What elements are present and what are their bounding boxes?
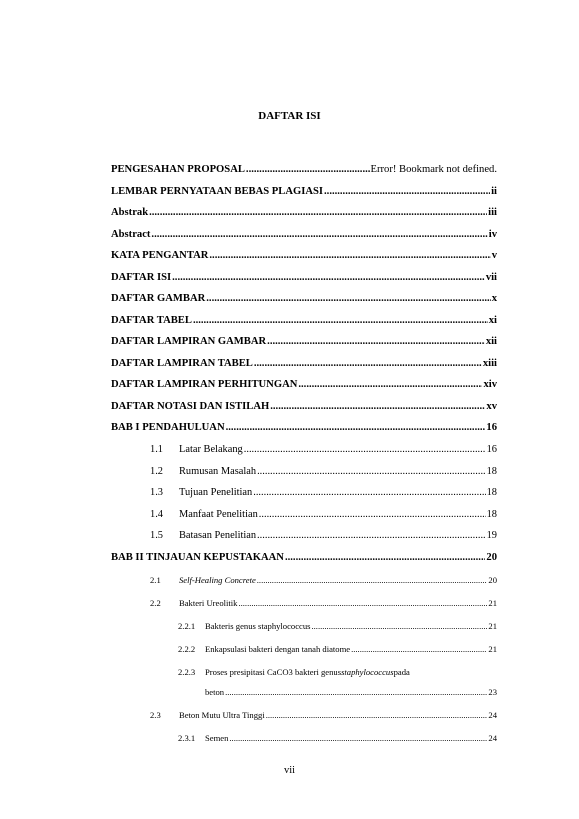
dot-leader	[206, 293, 490, 304]
toc-entry-title-italic: staphylococcus	[341, 667, 394, 677]
toc-entry-daftar-lampiran-gambar[interactable]	[111, 336, 497, 347]
toc-entry-number: 1.5	[150, 530, 163, 541]
page-number: vii	[283, 765, 296, 776]
toc-entry-title: DAFTAR LAMPIRAN GAMBAR	[111, 336, 267, 347]
toc-entry-number: 2.2.1	[178, 621, 196, 631]
toc-entry-page: 24	[488, 710, 497, 720]
toc-entry-title: Beton Mutu Ultra Tinggi	[179, 710, 265, 720]
dot-leader	[172, 272, 485, 283]
dot-leader	[151, 229, 487, 240]
toc-entry-title: DAFTAR LAMPIRAN TABEL	[111, 358, 253, 369]
toc-entry-bab-1[interactable]	[111, 422, 497, 433]
toc-entry-number: 2.1	[150, 575, 161, 585]
dot-leader	[225, 687, 487, 697]
toc-entry-page: x	[491, 293, 497, 304]
toc-entry-title: Batasan Penelitian	[179, 530, 257, 541]
dot-leader	[270, 401, 485, 412]
toc-entry-page: 18	[486, 487, 497, 498]
dot-leader	[226, 422, 486, 433]
toc-entry-number: 1.4	[150, 509, 163, 520]
dot-leader	[285, 552, 485, 563]
dot-leader	[244, 444, 486, 455]
toc-entry-number: 1.1	[150, 444, 163, 455]
toc-entry-title: DAFTAR NOTASI DAN ISTILAH	[111, 401, 270, 412]
toc-entry-title: Rumusan Masalah	[179, 466, 257, 477]
toc-entry-daftar-gambar[interactable]	[111, 293, 497, 304]
toc-entry-title: PENGESAHAN PROPOSAL	[111, 164, 245, 175]
toc-entry-number: 2.2	[150, 598, 161, 608]
dot-leader	[229, 733, 487, 743]
dot-leader	[312, 621, 488, 631]
toc-entry-title: KATA PENGANTAR	[111, 250, 209, 261]
dot-leader	[324, 186, 490, 197]
toc-entry-page: 16	[486, 444, 497, 455]
toc-entry-page: 19	[486, 530, 497, 541]
toc-entry-page: 21	[488, 644, 497, 654]
toc-entry-title: Self-Healing Concrete	[179, 575, 256, 585]
toc-entry-daftar-lampiran-perhitungan[interactable]	[111, 379, 497, 390]
toc-entry-pengesahan[interactable]	[111, 164, 497, 175]
toc-entry-2-2-3[interactable]	[178, 667, 497, 677]
dot-leader	[259, 509, 486, 520]
toc-entry-title: Semen	[205, 733, 229, 743]
dot-leader	[254, 358, 482, 369]
toc-entry-daftar-notasi[interactable]	[111, 401, 497, 412]
toc-entry-daftar-isi[interactable]	[111, 272, 497, 283]
toc-entry-bab-2[interactable]	[111, 552, 497, 563]
toc-entry-lembar-pernyataan[interactable]	[111, 186, 497, 197]
toc-entry-2-2-3-continued[interactable]	[205, 687, 497, 697]
dot-leader	[267, 336, 485, 347]
dot-leader	[253, 487, 485, 498]
toc-entry-title: Bakteris genus staphylococcus	[205, 621, 311, 631]
toc-entry-number: 2.2.2	[178, 644, 196, 654]
toc-entry-title: beton	[205, 687, 225, 697]
toc-entry-number: 2.3.1	[178, 733, 196, 743]
toc-entry-page: 20	[488, 575, 497, 585]
toc-entry-page: xv	[486, 401, 497, 412]
toc-entry-page: v	[491, 250, 497, 261]
toc-entry-2-3-1[interactable]	[178, 733, 497, 743]
toc-entry-2-3[interactable]	[150, 710, 497, 720]
toc-entry-title: Manfaat Penelitian	[179, 509, 258, 520]
toc-entry-2-2-1[interactable]	[178, 621, 497, 631]
toc-entry-title: Abstrak	[111, 207, 149, 218]
toc-entry-2-2[interactable]	[150, 598, 497, 608]
toc-entry-page: ii	[491, 186, 497, 197]
dot-leader	[298, 379, 482, 390]
dot-leader	[266, 710, 488, 720]
toc-entry-1-5[interactable]	[150, 530, 497, 541]
toc-entry-title: DAFTAR GAMBAR	[111, 293, 206, 304]
dot-leader	[257, 575, 488, 585]
toc-entry-1-3[interactable]	[150, 487, 497, 498]
toc-entry-page: xiv	[483, 379, 497, 390]
toc-entry-title-part: Proses presipitasi CaCO3 bakteri genus	[205, 667, 342, 677]
toc-entry-title: Latar Belakang	[179, 444, 243, 455]
toc-entry-page: iii	[488, 207, 497, 218]
toc-entry-title: Abstract	[111, 229, 151, 240]
toc-entry-daftar-tabel[interactable]	[111, 315, 497, 326]
toc-entry-title: BAB II TINJAUAN KEPUSTAKAAN	[111, 552, 284, 563]
toc-entry-page: 23	[488, 687, 497, 697]
toc-entry-page: 18	[486, 509, 497, 520]
toc-heading: DAFTAR ISI	[258, 110, 321, 122]
toc-entry-page: 21	[488, 598, 497, 608]
toc-entry-number: 2.3	[150, 710, 161, 720]
toc-entry-kata-pengantar[interactable]	[111, 250, 497, 261]
dot-leader	[193, 315, 488, 326]
toc-entry-page: 24	[488, 733, 497, 743]
toc-entry-abstrak[interactable]	[111, 207, 497, 218]
dot-leader	[257, 530, 486, 541]
toc-entry-page: 21	[488, 621, 497, 631]
dot-leader	[351, 644, 487, 654]
toc-entry-2-2-2[interactable]	[178, 644, 497, 654]
toc-entry-daftar-lampiran-tabel[interactable]	[111, 358, 497, 369]
toc-entry-page: 16	[486, 422, 497, 433]
toc-entry-1-1[interactable]	[150, 444, 497, 455]
toc-entry-abstract[interactable]	[111, 229, 497, 240]
toc-entry-1-4[interactable]	[150, 509, 497, 520]
dot-leader	[246, 164, 370, 175]
toc-entry-title-part: pada	[393, 667, 410, 677]
toc-entry-title: DAFTAR TABEL	[111, 315, 192, 326]
toc-entry-page: vii	[485, 272, 497, 283]
dot-leader	[257, 466, 486, 477]
toc-entry-title: BAB I PENDAHULUAN	[111, 422, 225, 433]
toc-entry-2-1[interactable]	[150, 575, 497, 585]
toc-entry-page: Error! Bookmark not defined.	[370, 164, 497, 175]
toc-entry-title: DAFTAR ISI	[111, 272, 172, 283]
toc-entry-title: DAFTAR LAMPIRAN PERHITUNGAN	[111, 379, 298, 390]
toc-entry-number: 1.3	[150, 487, 163, 498]
dot-leader	[149, 207, 487, 218]
toc-entry-page: iv	[488, 229, 497, 240]
toc-entry-title: LEMBAR PERNYATAAN BEBAS PLAGIASI	[111, 186, 324, 197]
toc-entry-page: xii	[485, 336, 497, 347]
toc-entry-number: 1.2	[150, 466, 163, 477]
dot-leader	[209, 250, 490, 261]
toc-entry-page: xiii	[482, 358, 497, 369]
toc-entry-page: 20	[486, 552, 497, 563]
dot-leader	[238, 598, 487, 608]
toc-entry-title: Enkapsulasi bakteri dengan tanah diatome	[205, 644, 351, 654]
toc-entry-page: 18	[486, 466, 497, 477]
toc-entry-1-2[interactable]	[150, 466, 497, 477]
toc-entry-page: xi	[488, 315, 497, 326]
toc-entry-title: Tujuan Penelitian	[179, 487, 253, 498]
toc-entry-title: Bakteri Ureolitik	[179, 598, 238, 608]
toc-entry-number: 2.2.3	[178, 667, 196, 677]
